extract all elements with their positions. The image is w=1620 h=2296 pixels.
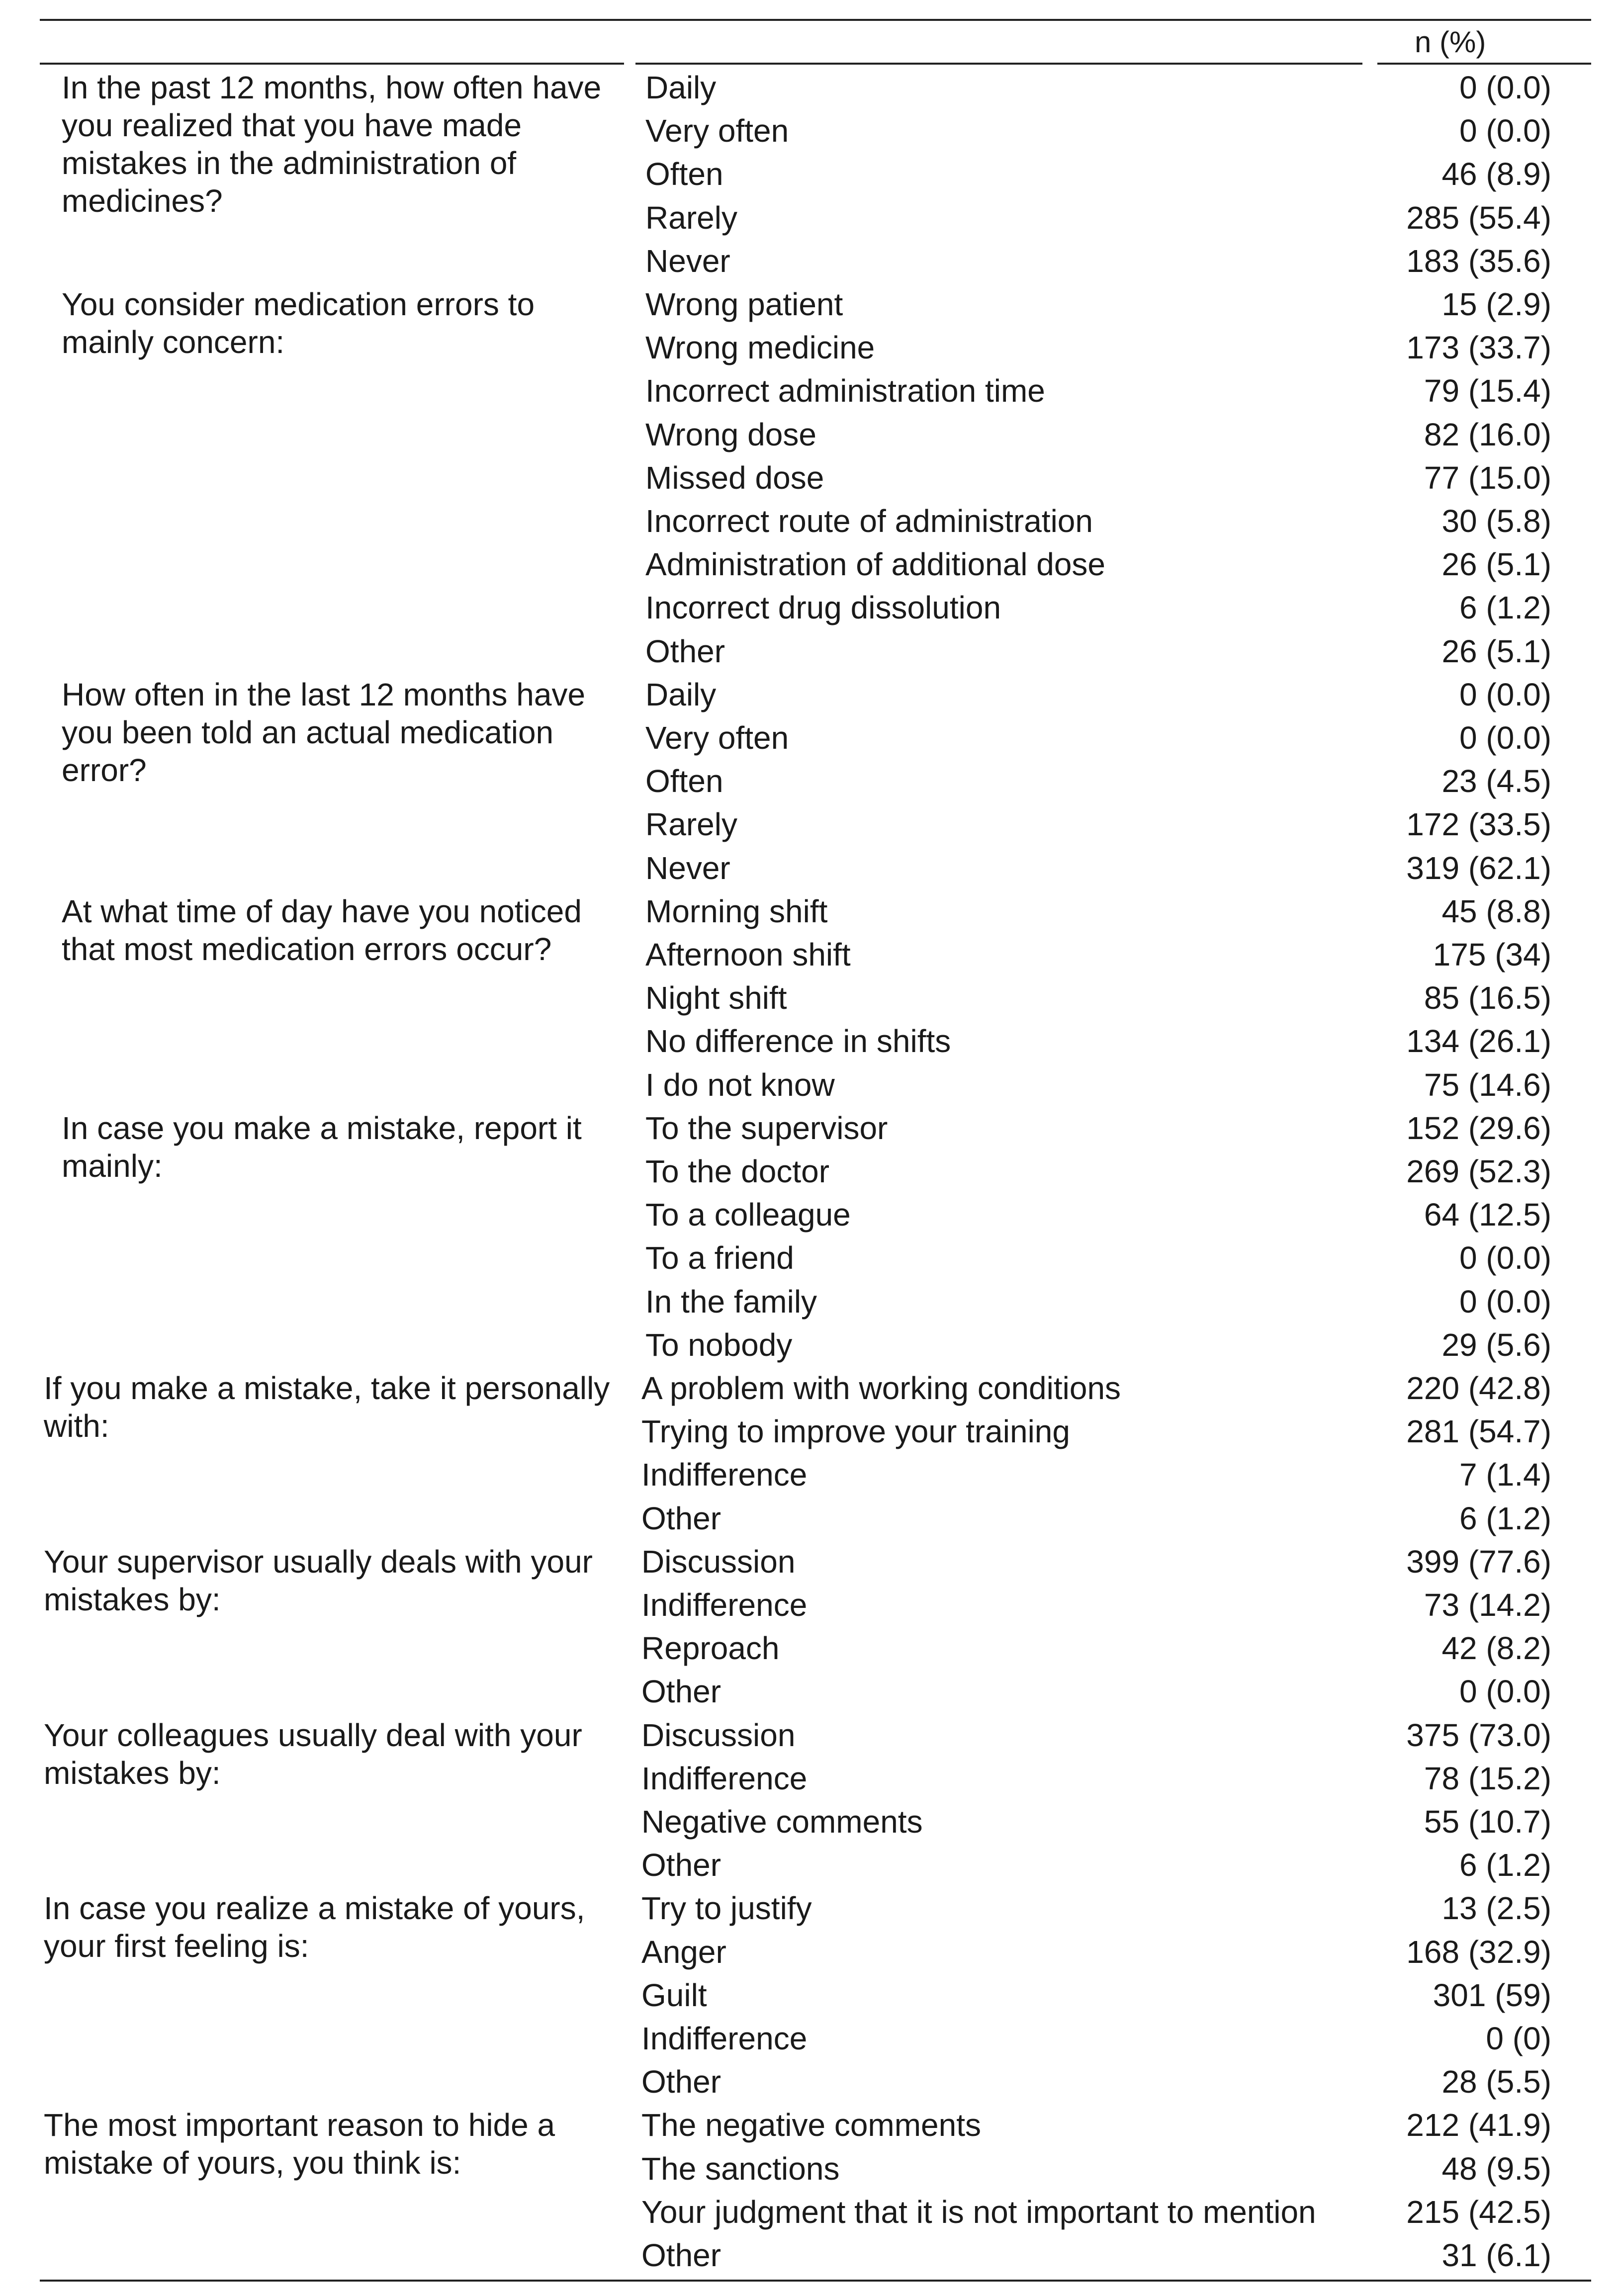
answer-value: 168 (32.9) bbox=[1406, 1934, 1551, 1970]
answer-label: Daily bbox=[645, 70, 717, 105]
answer-label: The sanctions bbox=[641, 2150, 840, 2187]
answer-value: 0 (0.0) bbox=[1459, 720, 1551, 756]
question-text: You consider medication errors to mainly concern: bbox=[62, 286, 535, 360]
header-rule-value bbox=[1377, 63, 1591, 65]
answer-value: 6 (1.2) bbox=[1459, 590, 1551, 626]
answer-value: 0 (0.0) bbox=[1459, 1674, 1551, 1710]
answer-value: 26 (5.1) bbox=[1441, 546, 1551, 583]
answer-label: Morning shift bbox=[645, 893, 828, 929]
answer-value: 183 (35.6) bbox=[1406, 243, 1551, 279]
answer-value: 30 (5.8) bbox=[1441, 503, 1551, 539]
question-text: In case you make a mistake, report it mainly: bbox=[62, 1110, 582, 1184]
answer-label: To a colleague bbox=[645, 1197, 851, 1233]
question-text: At what time of day have you noticed that most medication errors occur? bbox=[62, 893, 582, 967]
answer-value: 220 (42.8) bbox=[1406, 1370, 1551, 1406]
answer-label: Rarely bbox=[645, 806, 737, 843]
answer-value: 375 (73.0) bbox=[1406, 1717, 1551, 1753]
answer-label: Other bbox=[645, 633, 725, 669]
answer-label: Reproach bbox=[641, 1630, 780, 1667]
table-bottom-rule bbox=[40, 2280, 1591, 2282]
answer-value: 173 (33.7) bbox=[1406, 330, 1551, 366]
answer-label: Indifference bbox=[641, 2021, 808, 2056]
answer-label: Other bbox=[641, 1847, 721, 1883]
answer-value: 134 (26.1) bbox=[1406, 1023, 1551, 1060]
answer-label: Your judgment that it is not important to mention bbox=[641, 2194, 1316, 2230]
answer-value: 13 (2.5) bbox=[1441, 1890, 1551, 1927]
answer-label: Negative comments bbox=[641, 1804, 923, 1840]
answer-label: Rarely bbox=[645, 199, 737, 236]
question-text: How often in the last 12 months have you been told an actual medication error? bbox=[62, 676, 586, 788]
answer-value: 6 (1.2) bbox=[1459, 1847, 1551, 1883]
answer-label: Incorrect drug dissolution bbox=[645, 590, 1001, 626]
answer-label: Discussion bbox=[641, 1717, 796, 1753]
answer-label: A problem with working conditions bbox=[641, 1370, 1121, 1406]
answer-value: 78 (15.2) bbox=[1424, 1760, 1551, 1796]
answer-value: 212 (41.9) bbox=[1406, 2107, 1551, 2143]
answer-value: 281 (54.7) bbox=[1406, 1413, 1551, 1450]
answer-label: To nobody bbox=[645, 1326, 793, 1363]
answer-value: 55 (10.7) bbox=[1424, 1804, 1551, 1840]
answer-label: Other bbox=[641, 2064, 721, 2100]
answer-label: Guilt bbox=[641, 1977, 707, 2013]
answer-value: 77 (15.0) bbox=[1424, 459, 1551, 496]
answer-value: 215 (42.5) bbox=[1406, 2194, 1551, 2230]
answer-value: 319 (62.1) bbox=[1406, 850, 1551, 886]
answer-value: 85 (16.5) bbox=[1424, 980, 1551, 1016]
answer-label: Missed dose bbox=[645, 459, 824, 496]
answer-label: To a friend bbox=[645, 1240, 794, 1276]
answer-value: 42 (8.2) bbox=[1441, 1630, 1551, 1667]
answer-value: 172 (33.5) bbox=[1406, 806, 1551, 843]
answer-value: 0 (0.0) bbox=[1459, 70, 1551, 105]
answer-value: 26 (5.1) bbox=[1441, 633, 1551, 669]
question-text: The most important reason to hide a mistake of yours, you think is: bbox=[44, 2107, 555, 2181]
answer-label: In the family bbox=[645, 1283, 817, 1320]
answer-label: The negative comments bbox=[641, 2107, 981, 2143]
answer-label: Other bbox=[641, 1500, 721, 1536]
answer-value: 269 (52.3) bbox=[1406, 1153, 1551, 1189]
answer-value: 28 (5.5) bbox=[1441, 2064, 1551, 2100]
answer-value: 0 (0.0) bbox=[1459, 1283, 1551, 1320]
answer-label: Trying to improve your training bbox=[641, 1413, 1070, 1450]
answer-value: 175 (34) bbox=[1433, 937, 1551, 972]
question-text: In the past 12 months, how often have you realized that you have made mistakes in the administration of medicines? bbox=[62, 70, 602, 219]
answer-label: No difference in shifts bbox=[645, 1023, 951, 1060]
answer-value: 23 (4.5) bbox=[1441, 763, 1551, 799]
answer-label: Very often bbox=[645, 113, 789, 149]
answer-label: Very often bbox=[645, 720, 789, 756]
question-text: If you make a mistake, take it personally with: bbox=[44, 1370, 610, 1444]
question-text: Your colleagues usually deal with your mistakes by: bbox=[44, 1717, 582, 1791]
answer-label: Afternoon shift bbox=[645, 937, 851, 972]
answer-label: Night shift bbox=[645, 980, 787, 1016]
answer-value: 45 (8.8) bbox=[1441, 893, 1551, 929]
answer-value: 15 (2.9) bbox=[1441, 286, 1551, 322]
answer-label: Never bbox=[645, 243, 730, 279]
answer-label: To the supervisor bbox=[645, 1110, 888, 1146]
answer-value: 79 (15.4) bbox=[1424, 373, 1551, 409]
answer-value: 6 (1.2) bbox=[1459, 1500, 1551, 1536]
answer-value: 75 (14.6) bbox=[1424, 1066, 1551, 1103]
table-top-rule bbox=[40, 19, 1591, 21]
answer-value: 0 (0.0) bbox=[1459, 676, 1551, 712]
answer-value: 152 (29.6) bbox=[1406, 1110, 1551, 1146]
answer-label: I do not know bbox=[645, 1066, 835, 1103]
answer-label: Incorrect route of administration bbox=[645, 503, 1093, 539]
answer-value: 31 (6.1) bbox=[1441, 2237, 1551, 2273]
answer-label: Indifference bbox=[641, 1457, 808, 1493]
answer-label: Other bbox=[641, 1674, 721, 1710]
answer-label: Wrong medicine bbox=[645, 330, 875, 366]
answer-value: 64 (12.5) bbox=[1424, 1197, 1551, 1233]
answer-value: 48 (9.5) bbox=[1441, 2150, 1551, 2187]
answer-label: Wrong dose bbox=[645, 416, 816, 452]
answer-label: Discussion bbox=[641, 1543, 796, 1580]
answer-value: 0 (0.0) bbox=[1459, 113, 1551, 149]
answer-label: Other bbox=[641, 2237, 721, 2273]
answer-label: Administration of additional dose bbox=[645, 546, 1105, 583]
answer-value: 7 (1.4) bbox=[1459, 1457, 1551, 1493]
answer-value: 82 (16.0) bbox=[1424, 416, 1551, 452]
answer-value: 73 (14.2) bbox=[1424, 1587, 1551, 1623]
answer-value: 29 (5.6) bbox=[1441, 1326, 1551, 1363]
answer-label: Indifference bbox=[641, 1587, 808, 1623]
answer-label: Indifference bbox=[641, 1760, 808, 1796]
answer-value: 301 (59) bbox=[1433, 1977, 1551, 2013]
answer-label: Never bbox=[645, 850, 730, 886]
question-text: Your supervisor usually deals with your mistakes by: bbox=[44, 1543, 593, 1617]
answer-label: Try to justify bbox=[641, 1890, 812, 1927]
answer-value: 0 (0.0) bbox=[1459, 1240, 1551, 1276]
answer-label: Incorrect administration time bbox=[645, 373, 1045, 409]
answer-label: Anger bbox=[641, 1934, 726, 1970]
column-header-n-percent: n (%) bbox=[1415, 25, 1486, 59]
header-rule-answer bbox=[635, 63, 1362, 65]
answer-label: Daily bbox=[645, 676, 717, 712]
question-text: In case you realize a mistake of yours, your first feeling is: bbox=[44, 1890, 585, 1964]
answer-value: 399 (77.6) bbox=[1406, 1543, 1551, 1580]
answer-value: 0 (0) bbox=[1486, 2021, 1551, 2056]
answer-label: Wrong patient bbox=[645, 286, 843, 322]
header-rule-question bbox=[40, 63, 624, 65]
answer-label: To the doctor bbox=[645, 1153, 829, 1189]
answer-label: Often bbox=[645, 763, 723, 799]
answer-value: 46 (8.9) bbox=[1441, 156, 1551, 192]
answer-value: 285 (55.4) bbox=[1406, 199, 1551, 236]
answer-label: Often bbox=[645, 156, 723, 192]
